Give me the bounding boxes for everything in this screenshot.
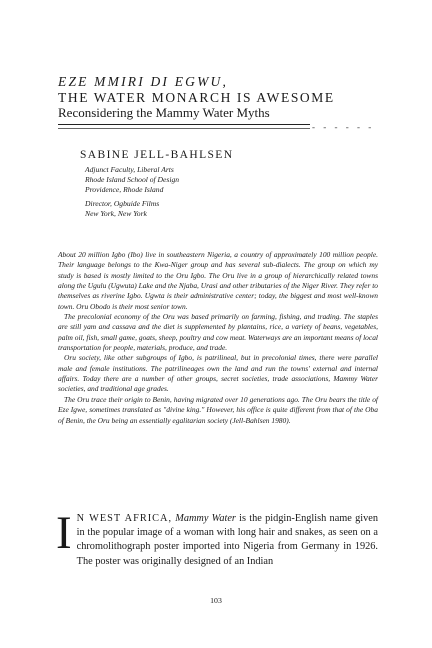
page-number: 103 [210,596,222,605]
body-paragraph: is the pidgin-English name given in the popular image of a woman with long hair and snakes, as seen on a chromolithograph poster imported into Nigeria from Germany in 1926. The poster was originally designed of an Indian [76,513,378,567]
drop-cap: I [56,507,72,559]
author-name: SABINE JELL-BAHLSEN [80,149,234,161]
affiliation-line: Adjunct Faculty, Liberal Arts [85,165,174,174]
abstract [58,250,378,426]
lead-words: N WEST AFRICA, [76,513,173,524]
title-rule-thin [58,128,310,129]
affiliation-line: New York, New York [85,209,147,218]
lead-italic: Mammy Water [175,513,236,524]
title-rule-dashes: - - - - - - [312,122,375,132]
title-rule [58,124,310,125]
abstract-paragraph: The Oru trace their origin to Benin, having migrated over 10 generations ago. The Oru bears the title of Eze Igwe, sometimes translated as "divine king." However, his office is quite different from that of the Oba of Benin, the Oru being an essentially egalitarian society (Jell-Bahlsen 1980). [58,394,378,425]
affiliation-line: Rhode Island School of Design [85,175,180,184]
subtitle: Reconsidering the Mammy Water Myths [58,105,270,120]
abstract-paragraph: The precolonial economy of the Oru was based primarily on farming, fishing, and trading. The staples are still yam and cassava and the diet is supplemented by plantains, rice, a variety of beans, vegetables, palm oil, fish, small game, goats, sheep, poultry and cow meat. Waterways are an important means of local transportation for people, materials, produce, and trade. [58,312,378,353]
body-text [56,507,378,569]
title-line-2: THE WATER MONARCH IS AWESOME [58,90,335,105]
affiliation-line: Providence, Rhode Island [85,185,164,194]
affiliation-line: Director, Ogbuide Films [85,199,160,208]
title-line-1: EZE MMIRI DI EGWU, [58,74,229,89]
abstract-paragraph: About 20 million Igbo (Ibo) live in southeastern Nigeria, a country of approximately 100 million people. Their language belongs to the Kwa-Niger group and has several sub-dialects. The group on which my study is based is mostly limited to the Oru Igbo. The Oru live in a group of hierarchically related towns along the Ugulu (Ugwuta) Lake and the Njaba, Urasi and other tributaries of the Niger River. They refer to themselves as riverine Igbo. Ugwta is their administrative center; today, the biggest and most well-known town. Oru Obodo is their most senior town. [58,250,378,311]
abstract-paragraph: Oru society, like other subgroups of Igbo, is patrilineal, but in precolonial times, there were parallel male and female institutions. The patrilineages own the land and run the towns' external and internal affairs. Today there are a number of other groups, secret societies, trade associations, Mammy Water societies, and traditional age grades. [58,353,378,394]
